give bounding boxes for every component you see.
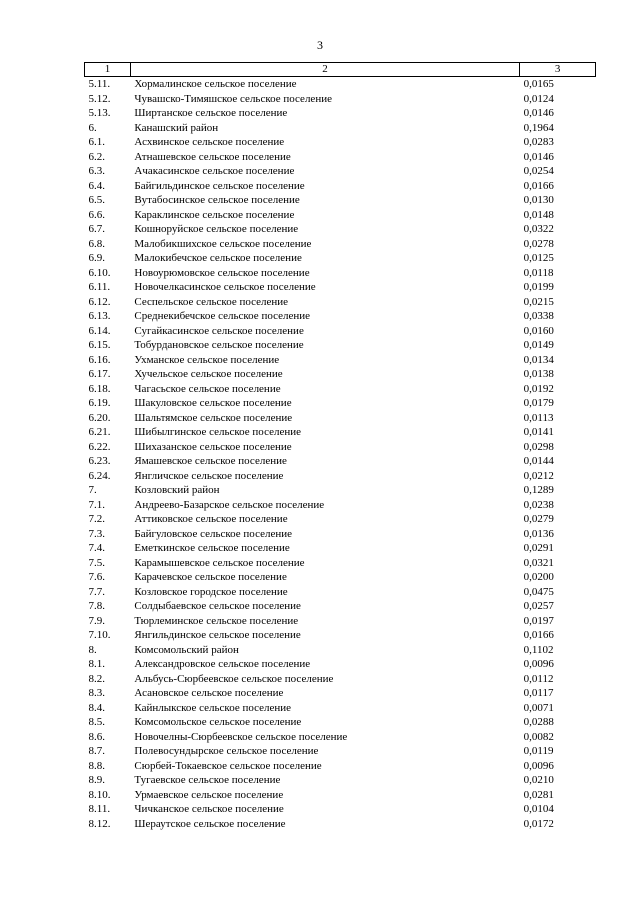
row-value: 0,0298	[523, 440, 554, 453]
settlement-name: Ширтанское сельское поселение	[134, 107, 288, 119]
table-row	[85, 643, 596, 658]
row-number: 8.12.	[88, 817, 111, 830]
settlement-name: Караклинское сельское поселение	[134, 208, 295, 221]
settlement-name: Шихазанское сельское поселение	[134, 440, 292, 453]
settlement-name: Новоурюмовское сельское поселение	[134, 266, 310, 279]
settlement-name: Солдыбаевское сельское поселение	[134, 600, 301, 612]
table-row	[85, 817, 596, 832]
row-number: 8.10.	[88, 788, 111, 801]
table-row	[85, 672, 596, 687]
table-row	[85, 570, 596, 585]
table-row	[85, 92, 596, 107]
row-number: 6.7.	[88, 223, 105, 235]
row-number: 8.6.	[88, 730, 105, 743]
settlement-name: Комсомольский район	[134, 643, 239, 656]
row-value: 0,0071	[523, 701, 554, 714]
row-number: 6.4.	[88, 179, 105, 192]
table-row	[85, 208, 596, 223]
table-row	[85, 77, 596, 92]
row-value: 0,0144	[523, 455, 554, 467]
row-number: 6.24.	[88, 469, 111, 482]
row-number: 7.4.	[88, 542, 105, 554]
settlement-name: Тугаевское сельское поселение	[134, 774, 281, 786]
settlement-name: Александровское сельское поселение	[134, 658, 311, 670]
row-value: 0,0146	[523, 150, 554, 163]
table-row	[85, 773, 596, 788]
row-number: 7.8.	[88, 600, 105, 612]
table-row	[85, 498, 596, 513]
row-value: 0,0212	[523, 469, 554, 482]
row-number: 6.23.	[88, 455, 111, 467]
table-row	[85, 266, 596, 281]
row-value: 0,0119	[523, 745, 554, 757]
settlement-name: Чувашско-Тимяшское сельское поселение	[134, 92, 332, 105]
table-row	[85, 440, 596, 455]
row-number: 7.10.	[88, 629, 111, 641]
row-number: 7.	[88, 484, 97, 496]
table-row	[85, 686, 596, 701]
row-value: 0,0475	[523, 585, 554, 598]
row-number: 8.5.	[88, 716, 105, 728]
row-value: 0,0281	[523, 788, 554, 801]
table-row	[85, 135, 596, 150]
row-number: 6.	[88, 121, 97, 134]
table-row	[85, 802, 596, 817]
row-number: 8.2.	[88, 672, 105, 685]
row-value: 0,0117	[523, 687, 554, 699]
row-value: 0,1964	[523, 121, 554, 134]
table-row	[85, 585, 596, 600]
row-value: 0,0134	[523, 353, 554, 366]
row-number: 8.1.	[88, 658, 105, 670]
table-row	[85, 599, 596, 614]
row-value: 0,1289	[523, 484, 554, 496]
row-number: 6.3.	[88, 165, 105, 177]
row-value: 0,0278	[523, 237, 554, 250]
settlement-name: Комсомольское сельское поселение	[134, 716, 302, 728]
settlement-name: Новочелкасинское сельское поселение	[134, 281, 316, 293]
table-row	[85, 150, 596, 165]
column-header-2: 2	[130, 63, 519, 77]
row-value: 0,0138	[523, 368, 554, 380]
row-number: 7.2.	[88, 513, 105, 525]
table-row	[85, 512, 596, 527]
row-number: 6.10.	[88, 266, 111, 279]
table-row	[85, 338, 596, 353]
settlement-name: Тюрлеминское сельское поселение	[134, 614, 299, 627]
page-number: 3	[317, 38, 323, 52]
row-value: 0,0197	[523, 614, 554, 627]
row-number: 6.1.	[88, 136, 105, 148]
row-number: 6.12.	[88, 295, 111, 308]
row-number: 7.5.	[88, 556, 105, 569]
table-row	[85, 556, 596, 571]
table-row	[85, 251, 596, 266]
settlement-name: Канашский район	[134, 121, 219, 134]
row-value: 0,1102	[523, 643, 554, 656]
row-value: 0,0279	[523, 513, 554, 525]
table-row	[85, 425, 596, 440]
settlement-name: Атнашевское сельское поселение	[134, 150, 291, 163]
table-row	[85, 730, 596, 745]
row-value: 0,0130	[523, 194, 554, 206]
table-row	[85, 164, 596, 179]
table-row	[85, 106, 596, 121]
column-header-1: 1	[85, 63, 131, 77]
row-value: 0,0141	[523, 426, 554, 438]
table-row	[85, 614, 596, 629]
settlement-name: Кайнлыкское сельское поселение	[134, 701, 292, 714]
table-row	[85, 280, 596, 295]
row-value: 0,0199	[523, 281, 554, 293]
settlement-name: Шибылгинское сельское поселение	[134, 426, 302, 438]
table-header-row	[85, 63, 596, 77]
table-body	[85, 77, 596, 832]
table-row	[85, 715, 596, 730]
table-row	[85, 367, 596, 382]
row-value: 0,0338	[523, 310, 554, 322]
settlement-name: Хормалинское сельское поселение	[134, 78, 297, 90]
row-value: 0,0146	[523, 107, 554, 119]
table-row	[85, 353, 596, 368]
row-number: 8.7.	[88, 745, 105, 757]
table-row	[85, 469, 596, 484]
settlement-name: Полевосундырское сельское поселение	[134, 745, 319, 757]
row-value: 0,0172	[523, 817, 554, 830]
table-row	[85, 628, 596, 643]
row-value: 0,0166	[523, 629, 554, 641]
table-row	[85, 411, 596, 426]
row-value: 0,0192	[523, 382, 554, 395]
row-number: 6.11.	[88, 281, 111, 293]
row-number: 6.15.	[88, 339, 111, 351]
row-value: 0,0112	[523, 672, 554, 685]
settlement-name: Чичканское сельское поселение	[134, 803, 284, 815]
row-value: 0,0149	[523, 339, 554, 351]
row-number: 6.19.	[88, 397, 111, 409]
row-number: 6.18.	[88, 382, 111, 395]
row-value: 0,0283	[523, 136, 554, 148]
row-value: 0,0125	[523, 252, 554, 264]
table-row	[85, 527, 596, 542]
row-value: 0,0322	[523, 223, 554, 235]
settlement-name: Янгильдинское сельское поселение	[134, 629, 301, 641]
settlement-name: Байгуловское сельское поселение	[134, 527, 292, 540]
settlement-name: Ачакасинское сельское поселение	[134, 165, 295, 177]
row-value: 0,0082	[523, 730, 554, 743]
row-number: 6.14.	[88, 324, 111, 337]
settlement-name: Асановское сельское поселение	[134, 687, 284, 699]
settlement-name: Альбусь-Сюрбеевское сельское поселение	[134, 672, 334, 685]
allocation-table	[84, 62, 596, 831]
row-value: 0,0118	[523, 266, 554, 279]
settlement-name: Новочелны-Сюрбеевское сельское поселение	[134, 730, 348, 743]
settlement-name: Кошноруйское сельское поселение	[134, 223, 299, 235]
settlement-name: Вутабосинское сельское поселение	[134, 194, 300, 206]
row-number: 8.11.	[88, 803, 111, 815]
row-value: 0,0210	[523, 774, 554, 786]
row-number: 6.8.	[88, 237, 105, 250]
table-row	[85, 309, 596, 324]
row-number: 6.22.	[88, 440, 111, 453]
row-value: 0,0200	[523, 571, 554, 583]
row-number: 7.3.	[88, 527, 105, 540]
table-row	[85, 121, 596, 136]
row-number: 6.9.	[88, 252, 105, 264]
row-value: 0,0238	[523, 498, 554, 511]
row-number: 8.4.	[88, 701, 105, 714]
row-value: 0,0257	[523, 600, 554, 612]
settlement-name: Карачевское сельское поселение	[134, 571, 287, 583]
settlement-name: Хучельское сельское поселение	[134, 368, 283, 380]
table-row	[85, 324, 596, 339]
table-row	[85, 222, 596, 237]
row-value: 0,0165	[523, 78, 554, 90]
row-value: 0,0096	[523, 759, 554, 772]
row-number: 7.7.	[88, 585, 105, 598]
settlement-name: Аттиковское сельское поселение	[134, 513, 288, 525]
row-number: 6.13.	[88, 310, 111, 322]
row-number: 5.11.	[88, 78, 111, 90]
settlement-name: Ухманское сельское поселение	[134, 353, 280, 366]
row-number: 6.20.	[88, 411, 111, 424]
table-row	[85, 657, 596, 672]
row-value: 0,0136	[523, 527, 554, 540]
row-number: 6.17.	[88, 368, 111, 380]
settlement-name: Козловское городское поселение	[134, 585, 288, 598]
settlement-name: Сюрбей-Токаевское сельское поселение	[134, 759, 322, 772]
settlement-name: Урмаевское сельское поселение	[134, 788, 284, 801]
table-row	[85, 382, 596, 397]
row-number: 6.6.	[88, 208, 105, 221]
row-number: 6.5.	[88, 194, 105, 206]
settlement-name: Среднекибечское сельское поселение	[134, 310, 311, 322]
row-number: 7.1.	[88, 498, 105, 511]
settlement-name: Карамышевское сельское поселение	[134, 556, 305, 569]
settlement-name: Шакуловское сельское поселение	[134, 397, 292, 409]
row-value: 0,0291	[523, 542, 554, 554]
table-row	[85, 179, 596, 194]
row-number: 6.21.	[88, 426, 111, 438]
row-number: 6.2.	[88, 150, 105, 163]
table-row	[85, 396, 596, 411]
table-row	[85, 237, 596, 252]
column-header-3: 3	[520, 63, 596, 77]
settlement-name: Малобикшихское сельское поселение	[134, 237, 312, 250]
row-value: 0,0288	[523, 716, 554, 728]
settlement-name: Андреево-Базарское сельское поселение	[134, 498, 325, 511]
row-value: 0,0148	[523, 208, 554, 221]
settlement-name: Сугайкасинское сельское поселение	[134, 324, 304, 337]
settlement-name: Козловский район	[134, 484, 220, 496]
table-row	[85, 788, 596, 803]
settlement-name: Асхвинское сельское поселение	[134, 136, 285, 148]
settlement-name: Шераутское сельское поселение	[134, 817, 286, 830]
table-row	[85, 193, 596, 208]
row-value: 0,0254	[523, 165, 554, 177]
table-row	[85, 541, 596, 556]
row-value: 0,0179	[523, 397, 554, 409]
table-row	[85, 454, 596, 469]
settlement-name: Сеспельское сельское поселение	[134, 295, 289, 308]
row-number: 6.16.	[88, 353, 111, 366]
table-row	[85, 759, 596, 774]
row-number: 5.12.	[88, 92, 111, 105]
settlement-name: Шальтямское сельское поселение	[134, 411, 293, 424]
settlement-name: Малокибечское сельское поселение	[134, 252, 302, 264]
row-number: 8.9.	[88, 774, 105, 786]
table-row	[85, 744, 596, 759]
settlement-name: Байгильдинское сельское поселение	[134, 179, 305, 192]
row-number: 8.3.	[88, 687, 105, 699]
row-number: 5.13.	[88, 107, 111, 119]
row-value: 0,0096	[523, 658, 554, 670]
row-value: 0,0321	[523, 556, 554, 569]
row-number: 8.8.	[88, 759, 105, 772]
row-value: 0,0215	[523, 295, 554, 308]
table-row	[85, 295, 596, 310]
row-number: 7.9.	[88, 614, 105, 627]
settlement-name: Тобурдановское сельское поселение	[134, 339, 304, 351]
row-value: 0,0113	[523, 411, 554, 424]
row-number: 8.	[88, 643, 97, 656]
settlement-name: Чагасьское сельское поселение	[134, 382, 281, 395]
settlement-name: Янгличское сельское поселение	[134, 469, 284, 482]
settlement-name: Ямашевское сельское поселение	[134, 455, 287, 467]
row-value: 0,0166	[523, 179, 554, 192]
row-number: 7.6.	[88, 571, 105, 583]
table-row	[85, 701, 596, 716]
row-value: 0,0124	[523, 92, 554, 105]
row-value: 0,0104	[523, 803, 554, 815]
table-row	[85, 483, 596, 498]
row-value: 0,0160	[523, 324, 554, 337]
settlement-name: Еметкинское сельское поселение	[134, 542, 290, 554]
